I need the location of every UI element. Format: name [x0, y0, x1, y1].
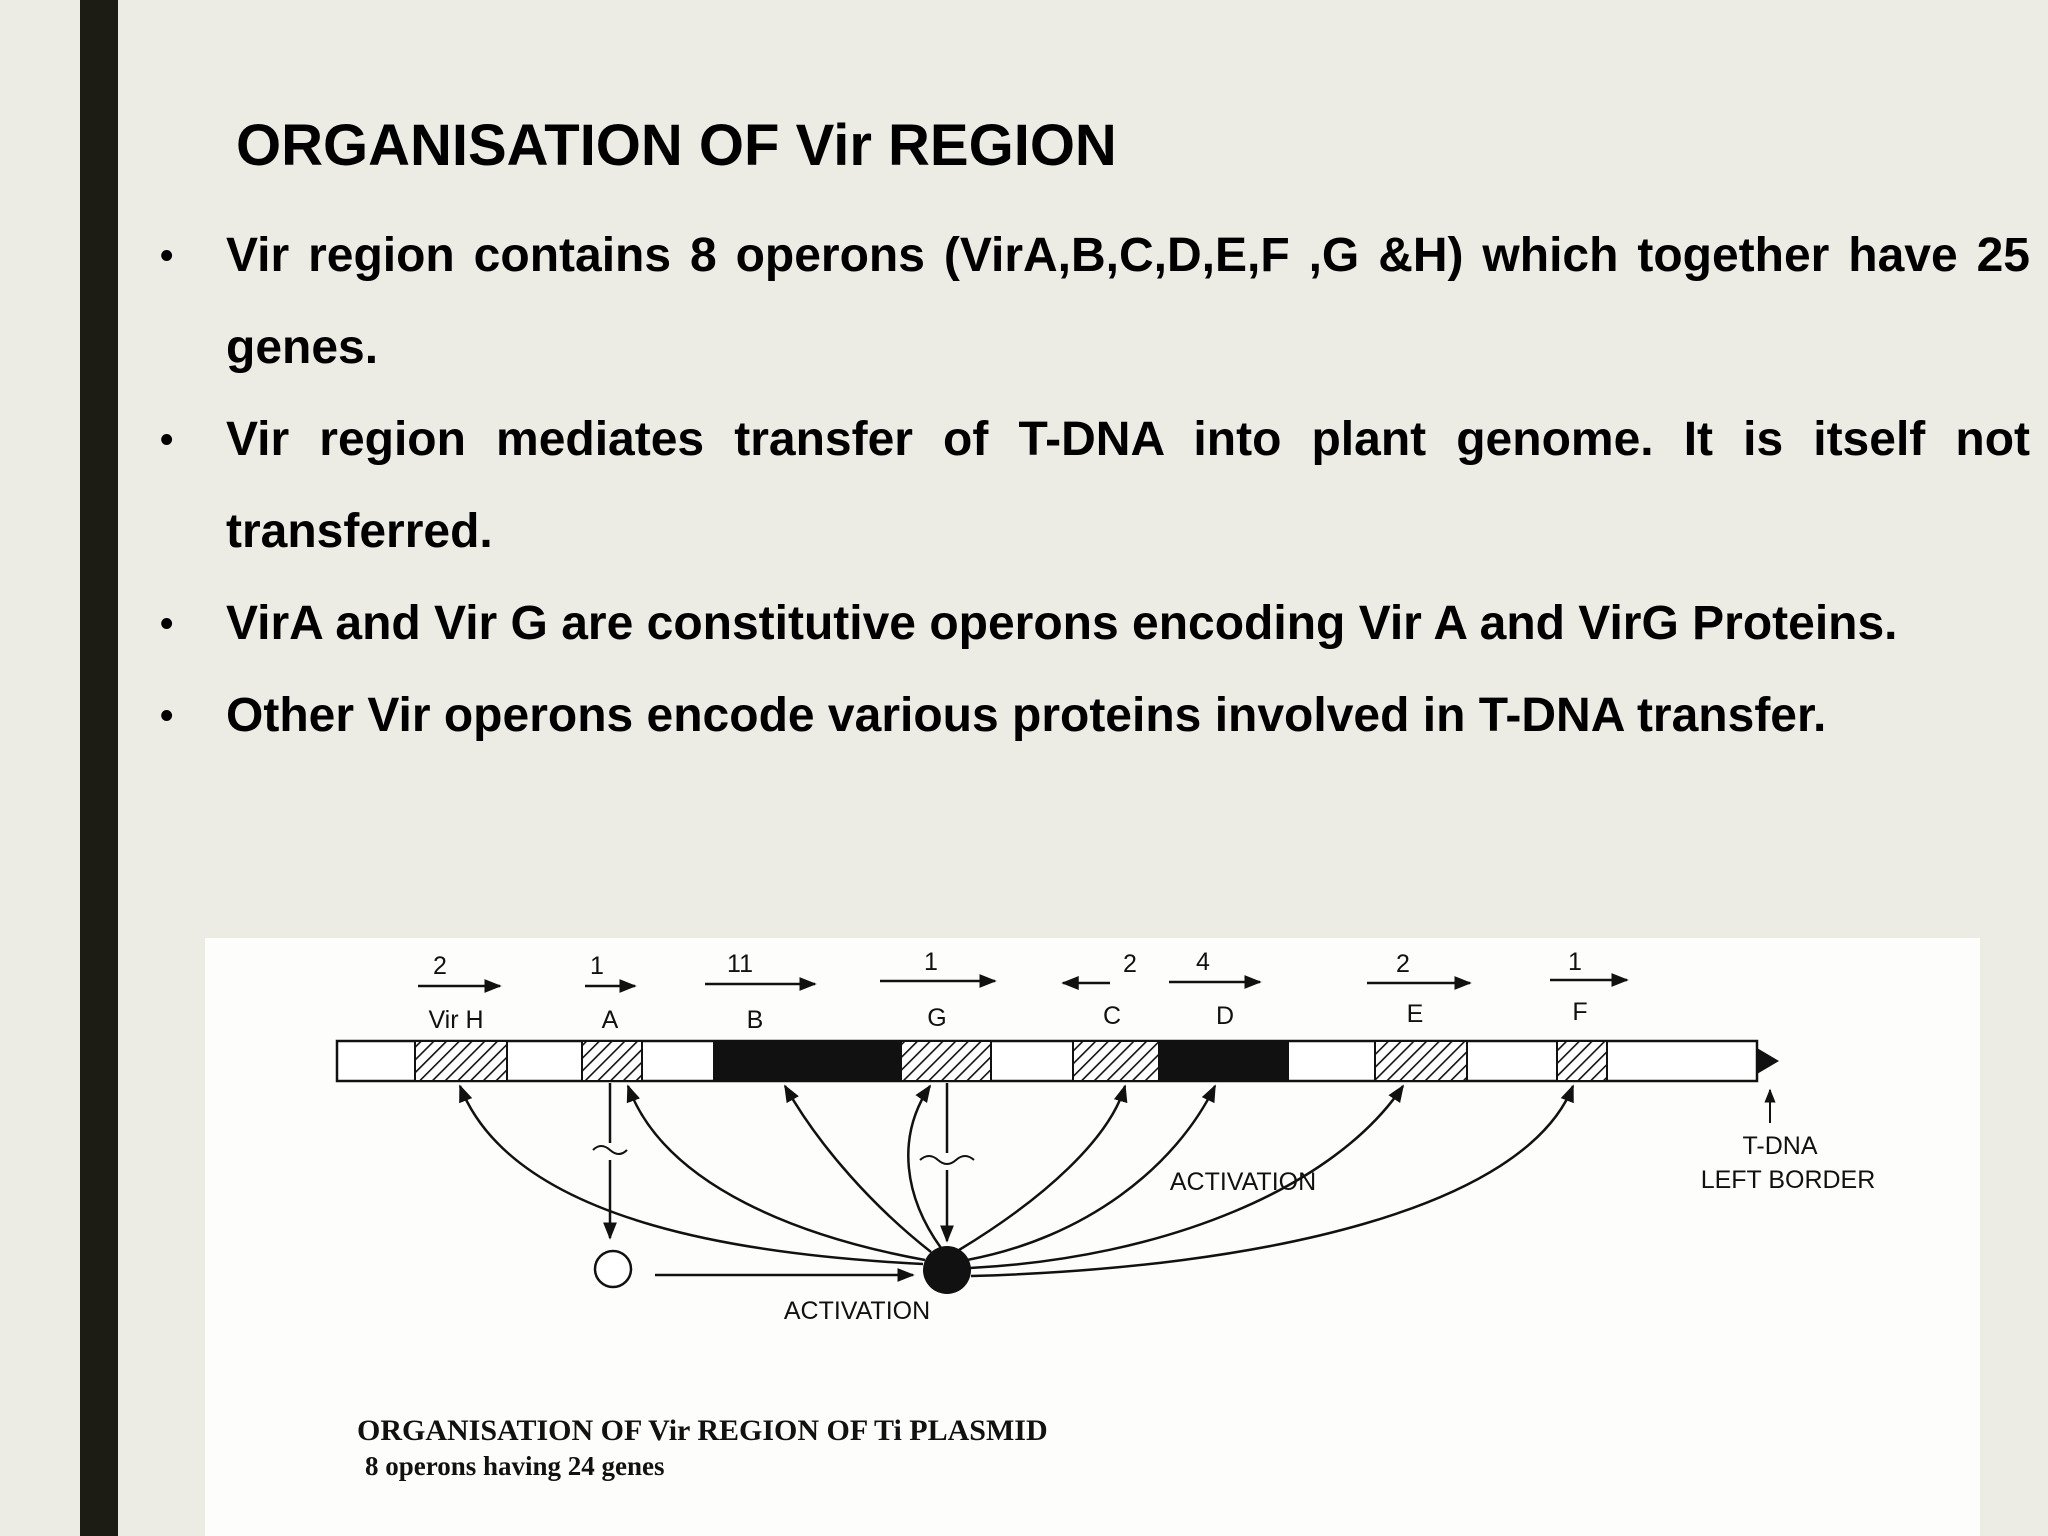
operon-a-gene-count: 1 — [590, 952, 604, 980]
bullet-text: Other Vir operons encode various proteins involved in T-DNA transfer. — [226, 689, 1827, 742]
activation-curve-g — [908, 1086, 941, 1248]
activation-curves — [460, 1086, 1573, 1276]
left-border-arrowhead — [1757, 1048, 1779, 1074]
operon-labels — [418, 948, 1627, 1034]
vir-region-figure — [205, 938, 1980, 1536]
activation-curve-a — [628, 1086, 925, 1260]
operon-b-gene-count: 11 — [727, 950, 753, 978]
bullet-icon: • — [160, 603, 174, 645]
operon-f-gene-count: 1 — [1568, 948, 1582, 976]
bullet-item — [158, 670, 2030, 762]
activation-lower-label: ACTIVATION — [783, 1297, 931, 1325]
operon-a-name: A — [601, 1006, 619, 1034]
slide-title: ORGANISATION OF Vir REGION — [236, 113, 1117, 178]
vir-region-diagram — [205, 938, 1980, 1536]
bullet-icon: • — [160, 419, 174, 461]
figure-caption-title: ORGANISATION OF Vir REGION OF Ti PLASMID — [357, 1414, 1048, 1447]
operon-a-block — [582, 1041, 642, 1081]
operon-b-name: B — [746, 1006, 764, 1034]
operon-e-gene-count: 2 — [1396, 950, 1410, 978]
left-accent-bar — [80, 0, 118, 1536]
operon-e-block — [1375, 1041, 1467, 1081]
operon-virh-block — [415, 1041, 507, 1081]
vira-protein-circle — [595, 1251, 631, 1287]
bullet-icon: • — [160, 235, 174, 277]
operon-b-block — [713, 1041, 901, 1081]
activation-curve-virh — [460, 1086, 923, 1264]
tdna-label: T-DNA — [1742, 1132, 1818, 1160]
operon-d-block — [1159, 1041, 1289, 1081]
virg-protein-dot — [923, 1246, 971, 1294]
operon-g-block — [901, 1041, 991, 1081]
operon-f-name: F — [1572, 998, 1588, 1026]
operon-c-name: C — [1102, 1002, 1122, 1030]
bullet-list — [158, 210, 2030, 762]
bullet-item — [158, 210, 2030, 394]
operon-f-block — [1557, 1041, 1607, 1081]
bullet-item — [158, 578, 2030, 670]
plasmid-bar — [337, 1041, 1779, 1081]
tdna-left-border-label — [1701, 1090, 1876, 1194]
virg-expression-pathway — [920, 1083, 974, 1294]
operon-d-gene-count: 4 — [1196, 948, 1210, 976]
bullet-text: Vir region mediates transfer of T-DNA into plant genome. It is itself not transferred. — [226, 413, 2030, 558]
operon-c-gene-count: 2 — [1123, 950, 1137, 978]
bullet-text: VirA and Vir G are constitutive operons encoding Vir A and VirG Proteins. — [226, 597, 1898, 650]
bullet-item — [158, 394, 2030, 578]
operon-d-name: D — [1215, 1002, 1235, 1030]
bullet-icon: • — [160, 695, 174, 737]
figure-caption-subtitle: 8 operons having 24 genes — [365, 1451, 665, 1481]
bullet-text: Vir region contains 8 operons (VirA,B,C,D,E,F ,G &H) which together have 25 genes. — [226, 229, 2030, 374]
virg-break-mark — [920, 1156, 974, 1164]
operon-g-gene-count: 1 — [924, 948, 938, 976]
operon-virh-gene-count: 2 — [433, 952, 447, 980]
left-border-label: LEFT BORDER — [1700, 1166, 1876, 1194]
operon-c-block — [1073, 1041, 1159, 1081]
vira-break-mark — [593, 1146, 627, 1154]
operon-g-name: G — [927, 1004, 947, 1032]
operon-e-name: E — [1406, 1000, 1424, 1028]
activation-curve-c — [959, 1086, 1125, 1250]
operon-virh-name: Vir H — [428, 1006, 484, 1034]
activation-upper-label: ACTIVATION — [1169, 1168, 1317, 1196]
